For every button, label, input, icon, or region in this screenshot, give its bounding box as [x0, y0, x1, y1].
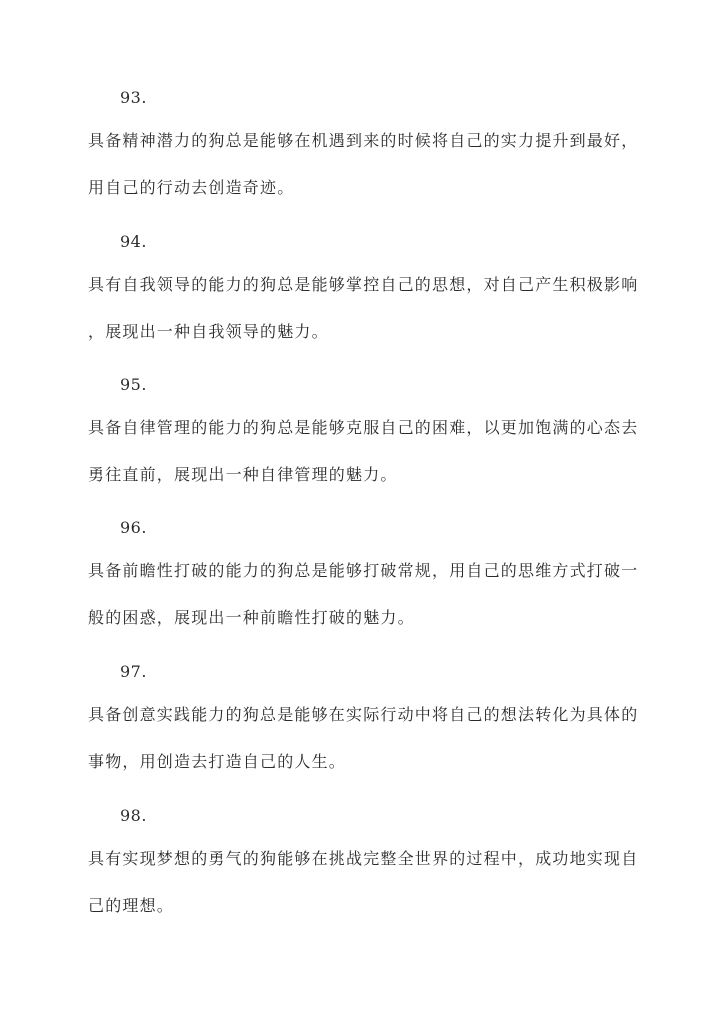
entry-number: 97. — [120, 662, 147, 681]
entry-text-line: 具有实现梦想的勇气的狗能够在挑战完整全世界的过程中，成功地实现自 — [88, 849, 639, 868]
entry-text-line: 般的困惑，展现出一种前瞻性打破的魅力。 — [88, 608, 415, 627]
entry-text-line: 己的理想。 — [88, 896, 175, 915]
entry-number: 98. — [120, 806, 147, 825]
entry-text-line: 用自己的行动去创造奇迹。 — [88, 178, 295, 197]
entry-text-line: 具备自律管理的能力的狗总是能够克服自己的困难，以更加饱满的心态去 — [88, 418, 639, 437]
entry-text-line: 具备创意实践能力的狗总是能够在实际行动中将自己的想法转化为具体的 — [88, 705, 639, 724]
entry-text-line: ，展现出一种自我领导的魅力。 — [88, 322, 329, 341]
entry-number: 94. — [120, 232, 147, 251]
entry-text-line: 事物，用创造去打造自己的人生。 — [88, 752, 347, 771]
entry-number: 96. — [120, 518, 147, 537]
entry-number: 95. — [120, 375, 147, 394]
entry-text-line: 具备精神潜力的狗总是能够在机遇到来的时候将自己的实力提升到最好， — [88, 131, 639, 150]
entry-number: 93. — [120, 88, 147, 107]
entry-text-line: 具备前瞻性打破的能力的狗总是能够打破常规，用自己的思维方式打破一 — [88, 561, 639, 580]
entry-text-line: 具有自我领导的能力的狗总是能够掌控自己的思想，对自己产生积极影响 — [88, 275, 639, 294]
entry-text-line: 勇往直前，展现出一种自律管理的魅力。 — [88, 465, 398, 484]
